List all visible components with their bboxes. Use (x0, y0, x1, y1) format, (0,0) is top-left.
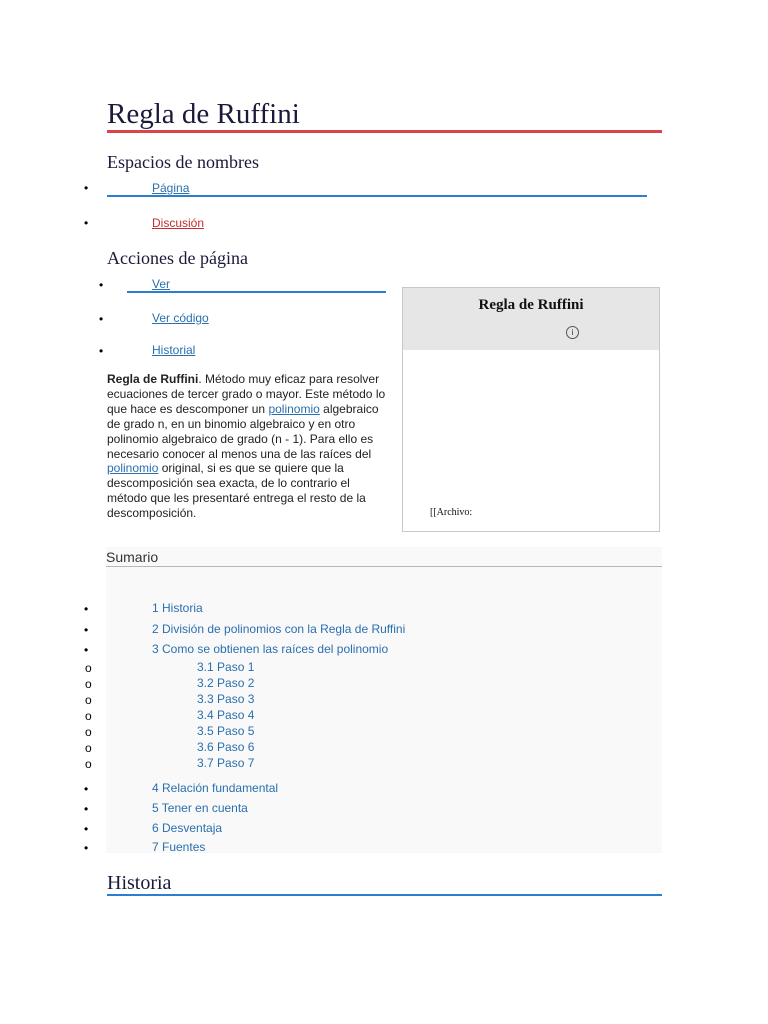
info-icon[interactable]: i (566, 326, 579, 339)
toc-item-raices[interactable]: 3 Como se obtienen las raíces del polinomio (152, 642, 389, 656)
action-historial[interactable]: Historial (152, 343, 196, 357)
toc-subitem-paso-4[interactable]: 3.4 Paso 4 (197, 708, 255, 722)
bullet-dot: • (84, 602, 89, 616)
namespace-divider (107, 195, 647, 197)
page-title: Regla de Ruffini (107, 98, 300, 130)
intro-text: algebraico de grado n, en un binomio algebraico y en otro polinomio algebraico de grado (n - 1). Para ello es necesario conocer al menos una de las raíces del (107, 401, 379, 461)
title-divider (107, 130, 662, 133)
action-ver[interactable]: Ver (152, 277, 171, 291)
bullet-dot: • (84, 822, 89, 836)
section-divider (107, 894, 662, 896)
bullet-dot: • (84, 623, 89, 637)
toc-heading: Sumario (106, 549, 159, 565)
tab-pagina[interactable]: Página (152, 181, 190, 195)
intro-text: original, si es que se quiere que la descomposición sea exacta, de lo contrario el método que les presentaré entrega el resto de la descomposición. (107, 461, 366, 521)
toc-divider (106, 566, 662, 567)
bullet-dot: • (99, 278, 104, 292)
section-heading-historia: Historia (107, 872, 172, 894)
bullet-dot: • (84, 643, 89, 657)
circle-bullet: o (85, 709, 92, 723)
tab-discusion[interactable]: Discusión (152, 216, 205, 230)
toc-subitem-paso-3[interactable]: 3.3 Paso 3 (197, 692, 255, 706)
toc-item-division[interactable]: 2 División de polinomios con la Regla de Ruffini (152, 622, 406, 636)
intro-bold-term: Regla de Ruffini (107, 372, 199, 386)
bullet-dot: • (99, 344, 104, 358)
circle-bullet: o (85, 693, 92, 707)
polinomio-link[interactable]: polinomio (107, 461, 159, 476)
circle-bullet: o (85, 725, 92, 739)
intro-paragraph (107, 372, 387, 521)
toc-item-fuentes[interactable]: 7 Fuentes (152, 840, 206, 854)
bullet-dot: • (84, 782, 89, 796)
circle-bullet: o (85, 661, 92, 675)
circle-bullet: o (85, 677, 92, 691)
bullet-dot: • (99, 312, 104, 326)
toc-item-relacion[interactable]: 4 Relación fundamental (152, 781, 279, 795)
toc-item-historia[interactable]: 1 Historia (152, 601, 203, 615)
toc-item-desventaja[interactable]: 6 Desventaja (152, 821, 223, 835)
bullet-dot: • (84, 216, 89, 230)
bullet-dot: • (84, 181, 89, 195)
toc-subitem-paso-7[interactable]: 3.7 Paso 7 (197, 756, 255, 770)
circle-bullet: o (85, 757, 92, 771)
infobox-title: Regla de Ruffini (478, 297, 584, 313)
intro-text: . Método muy eficaz para resolver ecuaciones de tercer grado o mayor. Este método lo que hace es descomponer un (107, 372, 386, 416)
circle-bullet: o (85, 741, 92, 755)
toc-subitem-paso-2[interactable]: 3.2 Paso 2 (197, 676, 255, 690)
toc-subitem-paso-5[interactable]: 3.5 Paso 5 (197, 724, 255, 738)
toc-item-tener-en-cuenta[interactable]: 5 Tener en cuenta (152, 801, 248, 815)
actions-divider (127, 291, 386, 293)
namespaces-heading: Espacios de nombres (107, 152, 259, 172)
toc-subitem-paso-1[interactable]: 3.1 Paso 1 (197, 660, 255, 674)
action-ver-codigo[interactable]: Ver código (152, 311, 209, 325)
polinomio-link[interactable]: polinomio (268, 401, 320, 416)
bullet-dot: • (84, 802, 89, 816)
toc-subitem-paso-6[interactable]: 3.6 Paso 6 (197, 740, 255, 754)
actions-heading: Acciones de página (107, 248, 248, 268)
infobox-header (403, 288, 659, 350)
bullet-dot: • (84, 841, 89, 855)
infobox (402, 287, 660, 532)
infobox-file-text: [[Archivo: (430, 507, 473, 518)
